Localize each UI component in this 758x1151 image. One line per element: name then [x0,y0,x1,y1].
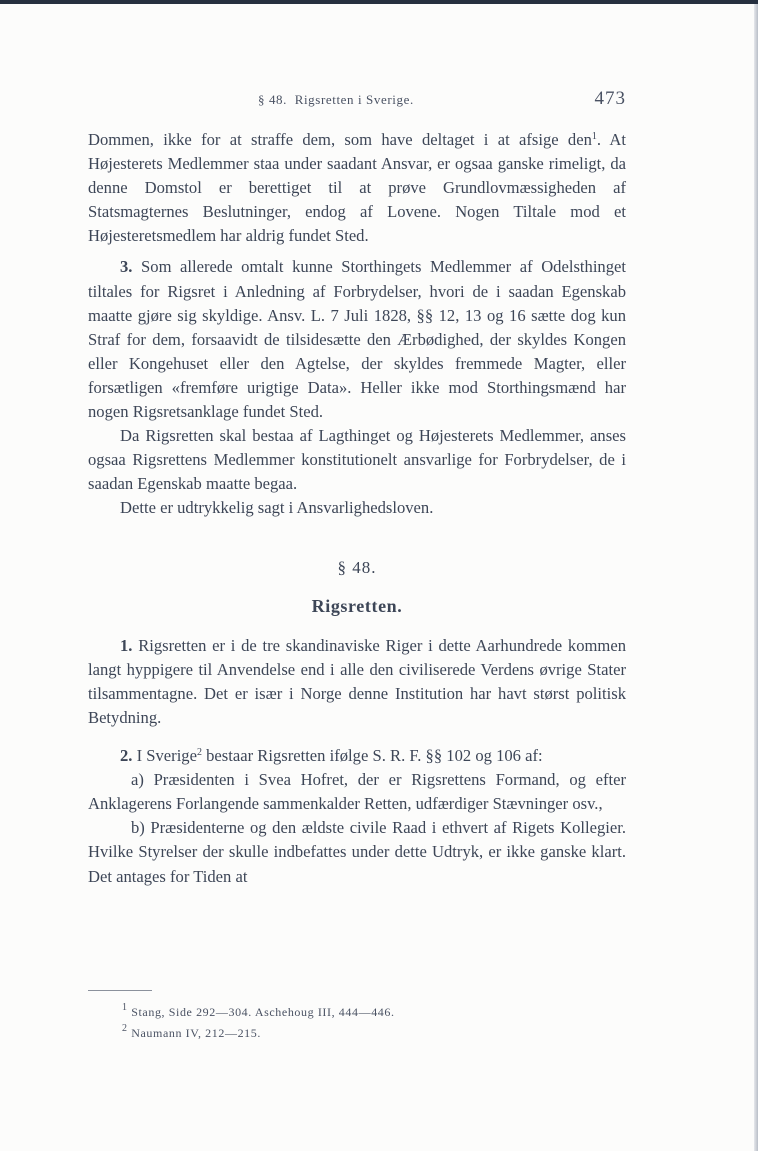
footnote-mark-2: 2 [196,747,202,759]
paragraph-2-item-b: b) Præsidenterne og den ældste civile Raad i ethvert af Rigets Kollegier. Hvilke Styrelser der skulle indbefattes under dette Udtryk, er ikke ganske klart. Det antages for Tiden at [88,818,626,886]
section-title: Rigsretten. [311,595,403,616]
paragraph-3-continuation-1: Da Rigsretten skal bestaa af Lagthinget og Højesterets Medlemmer, anses ogsaa Rigsrettens Medlemmer konstitutionelt ansvarlige for Forbrydelser, de i saadan Egenskab maatte begaa. [88,426,626,494]
paragraph-2-text-b: bestaar Rigsretten ifølge S. R. F. §§ 102 og 106 af: [201,746,543,766]
running-head-section: § 48. [258,92,287,107]
paragraph-3 [88,255,626,424]
footnote-1-text: Stang, Side 292—304. Aschehoug III, 444—446. [131,1005,395,1019]
paragraph-2-text-a: I Sverige [136,746,197,766]
footnotes [88,1002,626,1044]
paragraph-3-number: 3. [120,257,133,277]
paragraph-2-item-a: a) Præsidenten i Svea Hofret, der er Rigsrettens Formand, og efter Anklagerens Forlangende sammenkalder Retten, udfærdiger Stævninger osv., [88,770,626,814]
running-head-title [258,92,414,108]
page-number: 473 [594,88,626,109]
paragraph-3-text: Som allerede omtalt kunne Storthingets Medlemmer af Odelsthinget tiltales for Rigsret i Anledning af Forbrydelser, hvori de i saadan Egenskab maatte gjøre sig skyldige. Ansv. L. 7 Juli 1828, §§ 12, 13 og 16 sætte dog kun Straf for dem, forsaavidt de tilsidesætte den Ærbødighed, der skyldes Kongen eller Kongehuset eller den Agtelse, der skyldes fremmede Magter, eller forsætligen «fremføre urigtige Data». Heller ikke mod Storthingsmænd har nogen Rigsretsanklage fundet Sted. [88,257,627,422]
paragraph-3-continuation-2: Dette er udtrykkelig sagt i Ansvarlighedsloven. [120,498,434,518]
paragraph-1-number: 1. [120,635,133,655]
page-body [88,128,626,889]
paragraph-1-text: Rigsretten er i de tre skandinaviske Riger i dette Aarhundrede kommen langt hyppigere til Anvendelse end i alle den civiliserede Verdens øvrige Stater tilsammentagne. Det er især i Norge denne Institution har havt størst politisk Betydning. [88,635,626,727]
footnote-2 [88,1023,626,1044]
footnote-1 [88,1002,626,1023]
paragraph-1 [88,634,626,730]
running-head-text: Rigsretten i Sverige. [294,92,414,107]
intro-text-a: Dommen, ikke for at straffe dem, som have deltaget i at afsige den [88,130,592,149]
section-heading: § 48. [337,557,377,577]
footnote-2-mark: 2 [122,1023,128,1034]
paragraph-2-number: 2. [120,746,133,766]
footnote-divider [88,990,152,991]
footnote-2-text: Naumann IV, 212—215. [131,1026,261,1040]
footnote-mark-1: 1 [591,131,597,142]
intro-text-b: . At Højesterets Medlemmer staa under saadant Ansvar, er ogsaa ganske rimeligt, da denne Domstol er berettiget til at prøve Grundlovmæssigheden af Statsmagternes Beslutninger, endog af Lovene. Nogen Tiltale mod et Højesteretsmedlem har aldrig fundet Sted. [88,130,627,246]
paragraph-2 [88,744,626,768]
footnote-1-mark: 1 [122,1002,128,1013]
intro-paragraph [88,128,626,248]
